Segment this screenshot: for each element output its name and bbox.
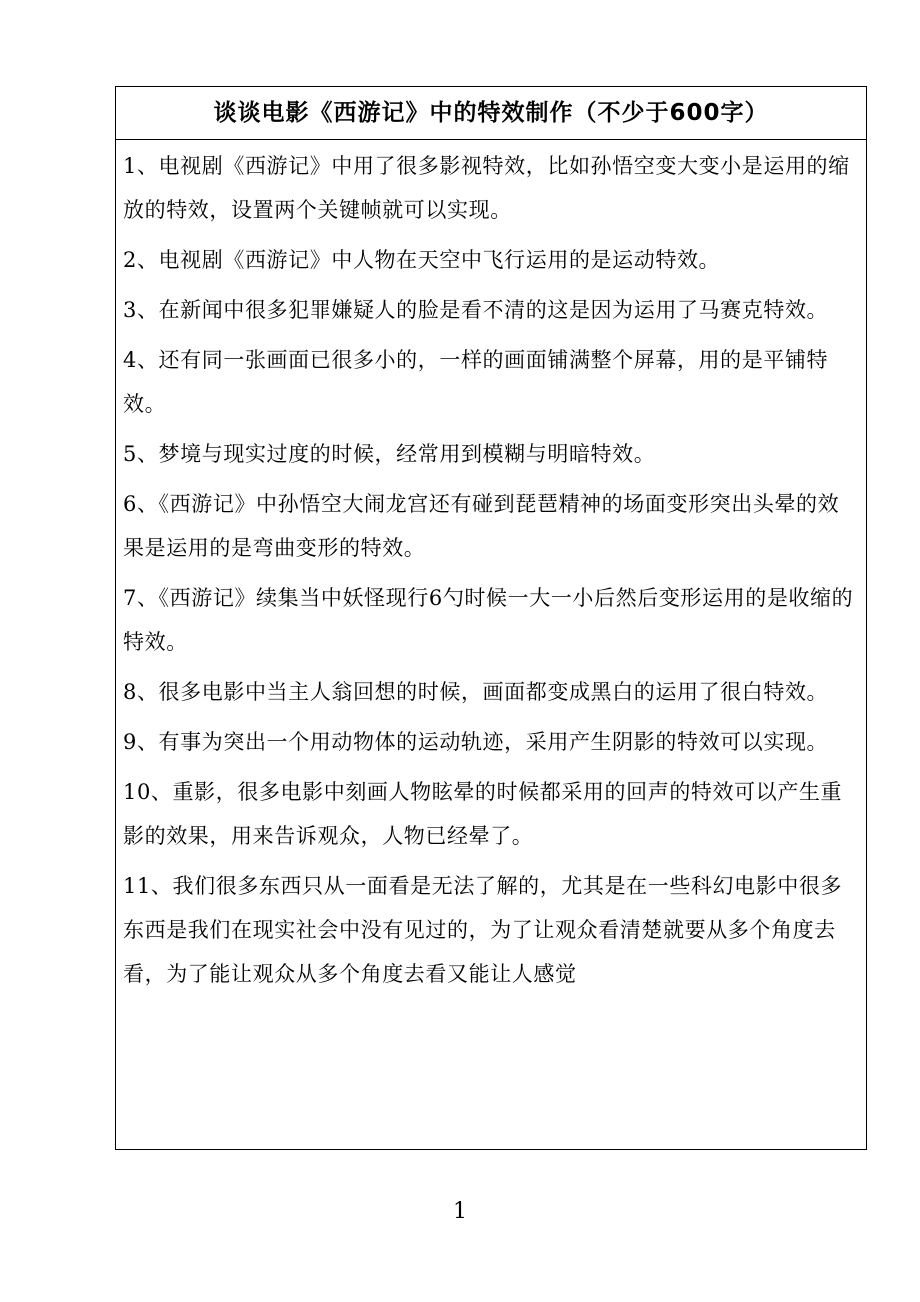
paragraph-10: 10、重影，很多电影中刻画人物眩晕的时候都采用的回声的特效可以产生重影的效果，用来告诉观众，人物已经晕了。 — [123, 780, 843, 848]
paragraph-7: 7、《西游记》续集当中妖怪现行6勺时候一大一小后然后变形运用的是收缩的特效。 — [123, 586, 854, 654]
essay-title: 谈谈电影《西游记》中的特效制作（不少于600字） — [116, 87, 866, 140]
paragraph-1: 1、电视剧《西游记》中用了很多影视特效，比如孙悟空变大变小是运用的缩放的特效，设置两个关键帧就可以实现。 — [123, 154, 850, 222]
paragraph-9: 9、有事为突出一个用动物体的运动轨迹，采用产生阴影的特效可以实现。 — [123, 730, 829, 754]
essay-table — [115, 86, 867, 1150]
paragraph-3: 3、在新闻中很多犯罪嫌疑人的脸是看不清的这是因为运用了马赛克特效。 — [123, 298, 829, 322]
paragraph-11: 11、我们很多东西只从一面看是无法了解的，尤其是在一些科幻电影中很多东西是我们在现实社会中没有见过的，为了让观众看清楚就要从多个角度去看，为了能让观众从多个角度去看又能让人感觉 — [123, 874, 843, 986]
page-number: 1 — [453, 1199, 467, 1224]
paragraph-4: 4、还有同一张画面已很多小的，一样的画面铺满整个屏幕，用的是平铺特效。 — [123, 348, 829, 416]
paragraph-5: 5、梦境与现实过度的时候，经常用到模糊与明暗特效。 — [123, 442, 656, 466]
essay-body — [116, 140, 866, 996]
paragraph-6: 6、《西游记》中孙悟空大闹龙宫还有碰到琵琶精神的场面变形突出头晕的效果是运用的是弯曲变形的特效。 — [123, 492, 840, 560]
paragraph-2: 2、电视剧《西游记》中人物在天空中飞行运用的是运动特效。 — [123, 248, 721, 272]
paragraph-8: 8、很多电影中当主人翁回想的时候，画面都变成黑白的运用了很白特效。 — [123, 680, 829, 704]
